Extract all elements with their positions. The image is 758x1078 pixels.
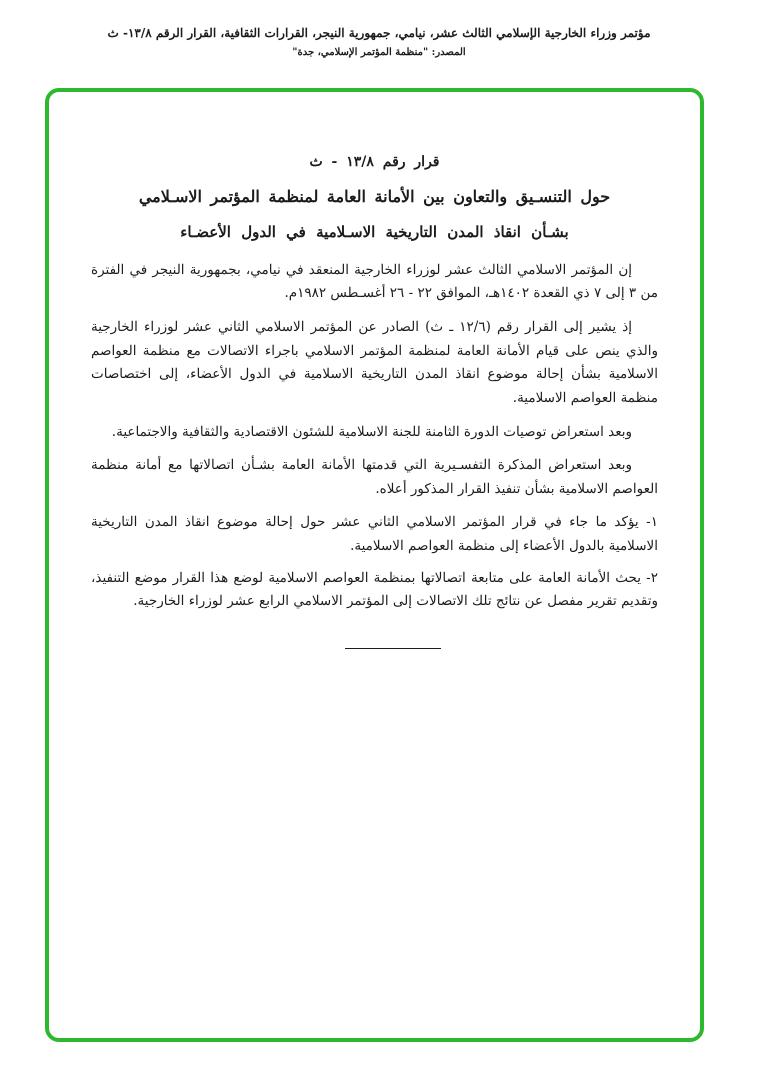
resolution-number: قرار رقم ١٣/٨ - ث — [309, 154, 440, 170]
resolution-body — [91, 259, 658, 649]
preamble-paragraph: وبعد استعراض توصيات الدورة الثامنة للجنة الاسلامية للشئون الاقتصادية والثقافية والاجتماعية. — [111, 423, 632, 440]
document-content — [49, 92, 700, 649]
header-conference-title: مؤتمر وزراء الخارجية الإسلامي الثالث عشر، نيامي، جمهورية النيجر، القرارات الثقافية، القرار الرقم ١٣/٨- ث — [107, 26, 651, 40]
resolution-title-block — [91, 150, 658, 245]
preamble-paragraph: وبعد استعراض المذكرة التفسـيرية التي قدمتها الأمانة العامة بشـأن اتصالاتها مع أمانة منظمة العواصم الاسلامية بشأن تنفيذ القرار المذكور أعلاه. — [91, 457, 658, 497]
resolution-clause-1: ١- يؤكد ما جاء في قرار المؤتمر الاسلامي الثاني عشر حول إحالة موضوع انقاذ المدن التاريخية الاسلامية بالدول الأعضاء إلى منظمة العواصم الاسلامية. — [91, 514, 658, 554]
header-source-line: المصدر: "منظمة المؤتمر الإسلامي، جدة" — [292, 47, 466, 58]
preamble-paragraph: إذ يشير إلى القرار رقم (١٢/٦ ـ ث) الصادر عن المؤتمر الاسلامي الثاني عشر لوزراء الخارجية والذي ينص على قيام الأمانة العامة لمنظمة المؤتمر الاسلامي باجراء الاتصالات مع منظمة العواصم الاسلامية بشأن إحالة موضوع انقاذ المدن التاريخية الاسلامية في الدول الأعضاء، إلى اختصاصات منظمة العواصم الاسلامية. — [91, 319, 658, 406]
document-border-frame — [45, 88, 704, 1042]
preamble-paragraph: إن المؤتمر الاسلامي الثالث عشر لوزراء الخارجية المنعقد في نيامي، بجمهورية النيجر في الفترة من ٣ إلى ٧ ذي القعدة ١٤٠٢هـ، الموافق ٢٢ - ٢٦ أغسـطس ١٩٨٢م. — [91, 261, 658, 302]
resolution-subject-line1: حول التنسـيق والتعاون بين الأمانة العامة لمنظمة المؤتمر الاسـلامي — [138, 186, 611, 206]
page-header — [0, 0, 758, 58]
resolution-clause-2: ٢- يحث الأمانة العامة على متابعة اتصالاتها بمنظمة العواصم الاسلامية لوضع هذا القرار موضع التنفيذ، وتقديم تقرير مفصل عن نتائج تلك الاتصالات إلى المؤتمر الاسلامي الرابع عشر لوزراء الخارجية. — [91, 569, 658, 610]
resolution-subject-line2: بشـأن انقاذ المدن التاريخية الاسـلامية في الدول الأعضـاء — [180, 222, 569, 241]
separator-line — [345, 648, 441, 649]
